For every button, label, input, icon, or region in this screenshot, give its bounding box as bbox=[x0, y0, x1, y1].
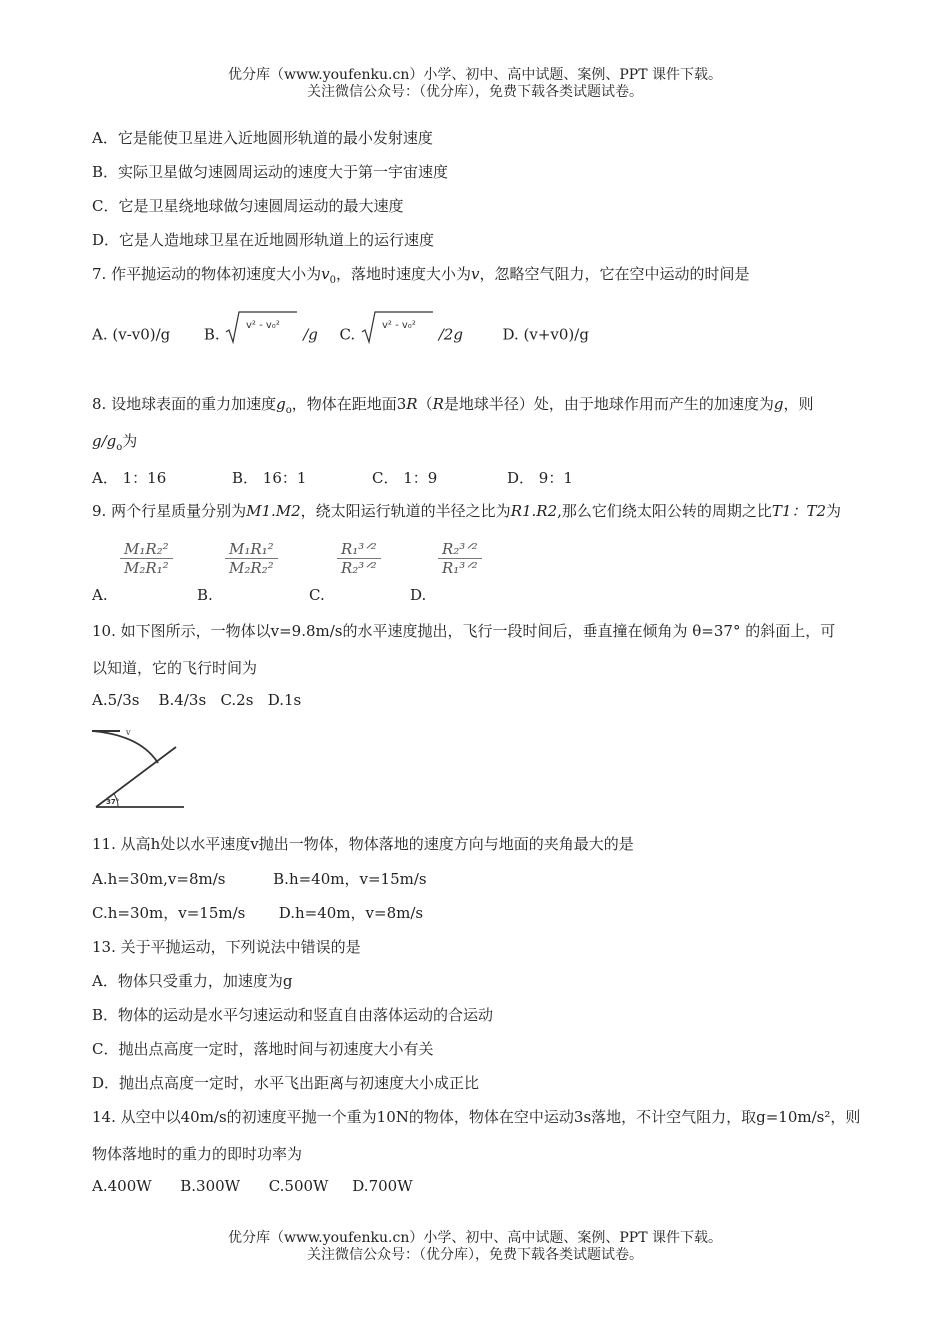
q13-stem: 13. 关于平抛运动，下列说法中错误的是 bbox=[92, 938, 361, 956]
q7-option-c-label: C. bbox=[339, 325, 356, 344]
sqrt-text-c: v² - v₀² bbox=[381, 320, 416, 331]
page-header bbox=[0, 67, 950, 101]
incline-diagram bbox=[90, 725, 190, 819]
sqrt-formula-c bbox=[360, 310, 434, 361]
q8-stem: 8. 设地球表面的重力加速度$g_o$，物体在距地面3R（R是地球半径）处，由于地球作用而产生的加速度为g，则 bbox=[92, 395, 814, 416]
q7-stem: 7. 作平抛运动的物体初速度大小为$v_0$，落地时速度大小为v，忽略空气阻力，它在空中运动的时间是 bbox=[92, 265, 750, 286]
q9-label-c: C. bbox=[309, 586, 325, 604]
footer-line-2: 关注微信公众号：（优分库），免费下载各类试题试卷。 bbox=[307, 1247, 643, 1263]
q14-stem-line-1: 14. 从空中以40m/s的初速度平抛一个重为10N的物体，物体在空中运动3s落地，不计空气阻力，取g=10m/s²，则 bbox=[92, 1108, 861, 1126]
q8-option-b: B． 16：1 bbox=[232, 469, 307, 487]
header-line-1: 优分库（www.youfenku.cn）小学、初中、高中试题、案例、PPT 课件下载。 bbox=[227, 67, 722, 83]
q7-option-b-label: B. bbox=[203, 325, 220, 344]
q7-option-a: A. (v-v0)/g bbox=[92, 325, 171, 344]
q6-option-b: B．实际卫星做匀速圆周运动的速度大于第一宇宙速度 bbox=[92, 163, 449, 181]
q10-options: A.5/3s B.4/3s C.2s D.1s bbox=[92, 691, 302, 709]
q9-stem: 9. 两个行星质量分别为M1.M2，绕太阳运行轨道的半径之比为R1.R2,那么它们绕太阳公转的周期之比T1：T2为 bbox=[92, 502, 842, 520]
q7-option-b-tail: /g bbox=[303, 325, 318, 344]
q9-fraction-b: $\frac{\text{M₁R₁²}}{\text{M₂R₂²}}$ bbox=[225, 540, 278, 577]
q13-option-b: B．物体的运动是水平匀速运动和竖直自由落体运动的合运动 bbox=[92, 1006, 494, 1024]
q8-stem-line-2: $g/g_o$为 bbox=[92, 432, 138, 453]
q10-stem-line-1: 10. 如下图所示，一物体以v=9.8m/s的水平速度抛出，飞行一段时间后，垂直撞在倾角为 θ=37° 的斜面上，可 bbox=[92, 622, 836, 640]
q9-label-d: D. bbox=[410, 586, 427, 604]
q7-option-d: D. (v+v0)/g bbox=[502, 325, 589, 344]
q8-option-d: D． 9：1 bbox=[507, 469, 573, 487]
q7-options bbox=[92, 310, 589, 361]
q9-label-b: B. bbox=[197, 586, 213, 604]
q13-option-a: A．物体只受重力，加速度为g bbox=[92, 972, 293, 990]
q6-option-c: C．它是卫星绕地球做匀速圆周运动的最大速度 bbox=[92, 197, 404, 215]
q8-option-a: A． 1：16 bbox=[92, 469, 167, 487]
q11-stem: 11. 从高h处以水平速度v抛出一物体，物体落地的速度方向与地面的夹角最大的是 bbox=[92, 835, 634, 853]
q6-option-d: D．它是人造地球卫星在近地圆形轨道上的运行速度 bbox=[92, 231, 435, 249]
diagram-velocity-label: v bbox=[126, 728, 131, 737]
q13-option-c: C．抛出点高度一定时，落地时间与初速度大小有关 bbox=[92, 1040, 434, 1058]
q7-option-c-tail: /2g bbox=[438, 325, 463, 344]
q9-fraction-d: R₂³ᐟ² R₁³ᐟ² bbox=[438, 540, 482, 577]
q11-options-cd: C.h=30m，v=15m/s D.h=40m，v=8m/s bbox=[92, 904, 424, 922]
q8-option-c: C． 1：9 bbox=[372, 469, 438, 487]
q9-fraction-a: $\frac{\text{M₁R₂²}}{\text{M₂R₁²}}$ bbox=[120, 540, 173, 577]
q10-stem-line-2: 以知道，它的飞行时间为 bbox=[92, 659, 258, 677]
footer-line-1: 优分库（www.youfenku.cn）小学、初中、高中试题、案例、PPT 课件下载。 bbox=[227, 1230, 722, 1246]
diagram-angle-label: 37° bbox=[106, 798, 120, 806]
q9-label-a: A. bbox=[92, 586, 108, 604]
q11-options-ab: A.h=30m,v=8m/s B.h=40m，v=15m/s bbox=[92, 870, 427, 888]
q8-options bbox=[92, 467, 573, 488]
header-line-2: 关注微信公众号：（优分库），免费下载各类试题试卷。 bbox=[307, 84, 643, 100]
sqrt-text-b: v² - v₀² bbox=[246, 320, 281, 331]
page-footer bbox=[0, 1230, 950, 1264]
q9-fraction-c: R₁³ᐟ² R₂³ᐟ² bbox=[337, 540, 381, 577]
q13-option-d: D．抛出点高度一定时，水平飞出距离与初速度大小成正比 bbox=[92, 1074, 480, 1092]
q14-options: A.400W B.300W C.500W D.700W bbox=[92, 1177, 413, 1195]
q6-option-a: A．它是能使卫星进入近地圆形轨道的最小发射速度 bbox=[92, 129, 433, 147]
q14-stem-line-2: 物体落地时的重力的即时功率为 bbox=[92, 1145, 303, 1163]
sqrt-formula-b bbox=[224, 310, 298, 361]
